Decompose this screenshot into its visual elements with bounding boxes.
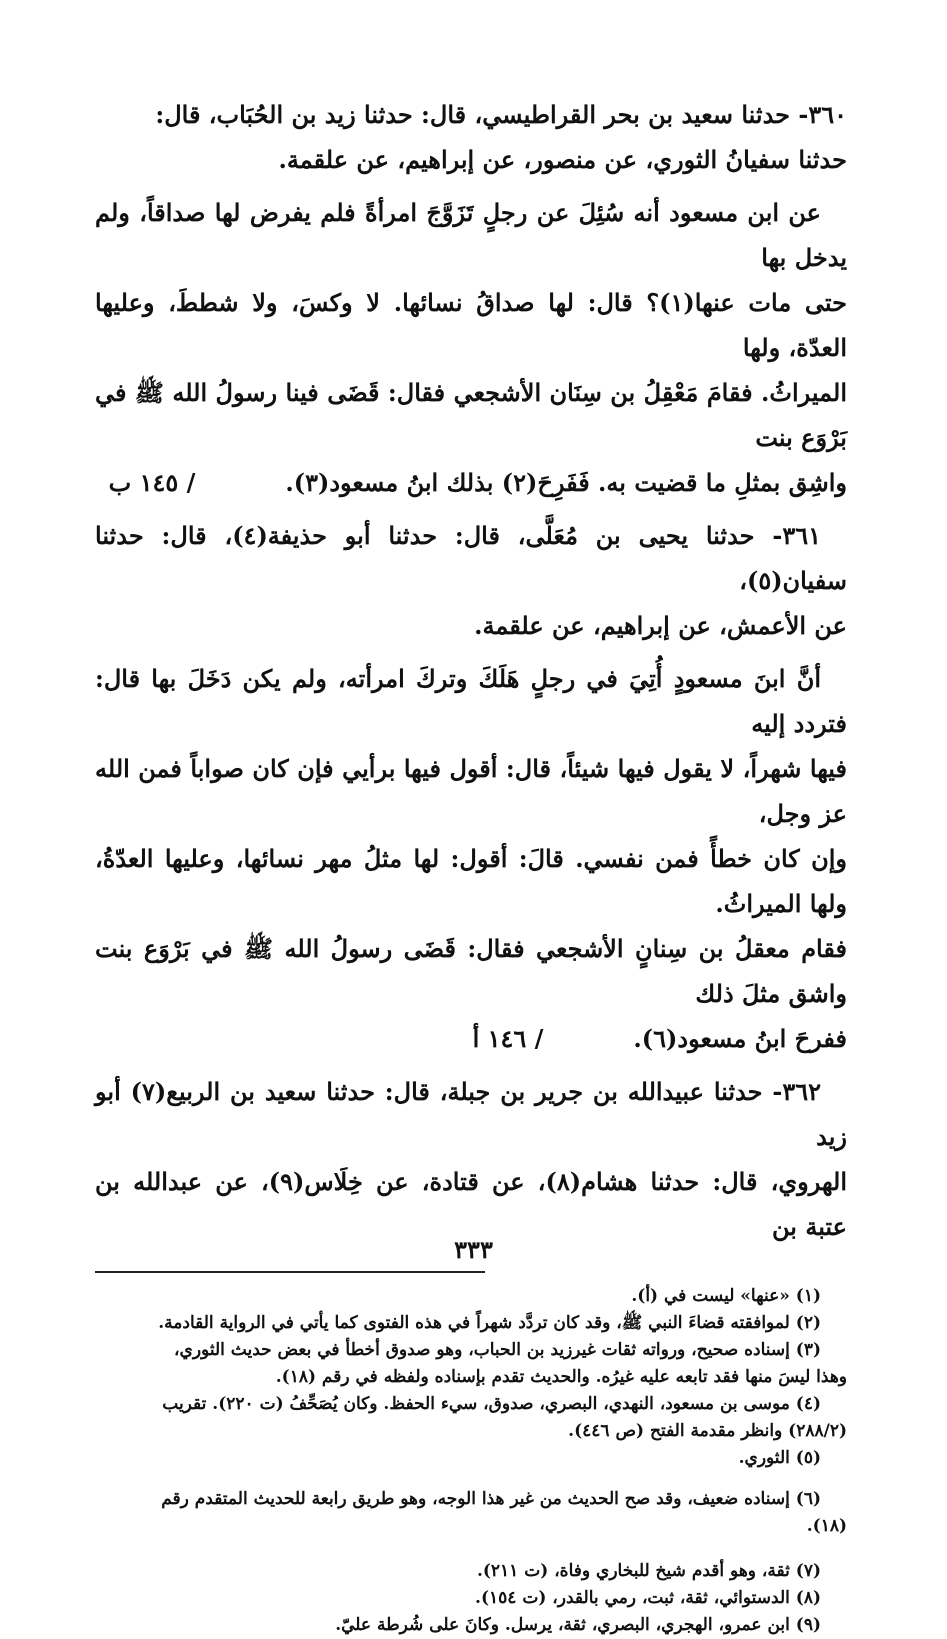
- main-line: واشِق بمثلِ ما قضيت به. فَفَرِحَ(٢) بذلك ابنُ مسعود(٣)./ ١٤٥ ب: [95, 460, 847, 505]
- footnote: (٧) ثقة، وهو أقدم شيخ للبخاري وفاة، (ت ٢١١).: [476, 1561, 821, 1581]
- main-line: فيها شهراً، لا يقول فيها شيئاً، قال: أقول فيها برأيي فإن كان صواباً فمن الله عز وجل،: [95, 754, 847, 828]
- main-line: ففرحَ ابنُ مسعود(٦)./ ١٤٦ أ: [95, 1016, 847, 1061]
- folio-marker: / ١٤٦ أ: [472, 1024, 544, 1053]
- footnotes: [95, 1283, 847, 1639]
- main-line: حتى مات عنها(١)؟ قال: لها صداقُ نسائها. لا وكسَ، ولا شططَ، وعليها العدّة، ولها: [95, 288, 847, 362]
- footnote: (٢) لموافقته قضاءَ النبي ﷺ، وقد كان تردَّد شهراً في هذه الفتوى كما يأتي في الرواية القادمة.: [158, 1313, 821, 1333]
- document-page: [95, 92, 847, 1639]
- footnote-continuation: وهذا ليسَ منها فقد تابعه عليه غيرُه. والحديث تقدم بإسناده ولفظه في رقم (١٨).: [275, 1367, 847, 1387]
- main-line: الهروي، قال: حدثنا هشام(٨)، عن قتادة، عن خِلَاس(٩)، عن عبدالله بن عتبة بن: [95, 1167, 848, 1241]
- footnote-continuation: (٢٨٨/٢) وانظر مقدمة الفتح (ص ٤٤٦).: [568, 1421, 847, 1441]
- footnote: (٩) ابن عمرو، الهجري، البصري، ثقة، يرسل. وكانَ على شُرطة عليّ.: [335, 1615, 821, 1635]
- main-line: الميراثُ. فقامَ مَعْقِلُ بن سِنَان الأشجعي فقال: قَضَى فينا رسولُ الله ﷺ في بَرْوَع بنت: [95, 378, 847, 452]
- footnote-continuation: (١٨).: [806, 1516, 847, 1536]
- main-line: أنَّ ابنَ مسعودٍ أُتِيَ في رجلٍ هَلَكَ وتركَ امرأته، ولم يكن دَخَلَ بها قال: فتردد إليه: [95, 664, 847, 738]
- main-line: عن ابن مسعود أنه سُئِلَ عن رجلٍ تَزَوَّجَ امرأةً فلم يفرض لها صداقاً، ولم يدخل بها: [95, 198, 847, 272]
- footnote: (٥) الثوري.: [738, 1448, 821, 1468]
- main-line: ٣٦٢- حدثنا عبيدالله بن جرير بن جبلة، قال: حدثنا سعيد بن الربيع(٧) أبو زيد: [95, 1077, 847, 1151]
- main-line: عن الأعمش، عن إبراهيم، عن علقمة.: [474, 611, 847, 640]
- main-line: ٣٦٠- حدثنا سعيد بن بحر القراطيسي، قال: حدثنا زيد بن الحُبَاب، قال:: [155, 100, 847, 129]
- footnote: (٨) الدستوائي، ثقة، ثبت، رمي بالقدر، (ت ١٥٤).: [475, 1588, 821, 1608]
- main-line: فقام معقلُ بن سِنانٍ الأشجعي فقال: قَضَى رسولُ الله ﷺ في بَرْوَع بنت واشق مثلَ ذلك: [95, 934, 847, 1008]
- main-line: حدثنا سفيانُ الثوري، عن منصور، عن إبراهيم، عن علقمة.: [278, 145, 847, 174]
- footnote: (٣) إسناده صحيح، ورواته ثقات غيرزيد بن الحباب، وهو صدوق أخطأ في بعض حديث الثوري،: [174, 1340, 821, 1360]
- main-line: ٣٦١- حدثنا يحيى بن مُعَلَّى، قال: حدثنا أبو حذيفة(٤)، قال: حدثنا سفيان(٥)،: [95, 521, 847, 595]
- main-line: وإن كان خطأً فمن نفسي. قالَ: أقول: لها مثلُ مهر نسائها، وعليها العدّةُ، ولها الميراثُ.: [95, 844, 847, 918]
- footnote-divider: [95, 1271, 485, 1273]
- footnote: (١) «عنها» ليست في (أ).: [631, 1286, 821, 1306]
- page-number: ٣٣٣: [454, 1235, 493, 1264]
- footnote: (٦) إسناده ضعيف، وقد صح الحديث من غير هذا الوجه، وهو طريق رابعة للحديث المتقدم رقم: [161, 1489, 821, 1509]
- main-text: [95, 92, 847, 1249]
- footnote: (٤) موسى بن مسعود، النهدي، البصري، صدوق، سيء الحفظ. وكان يُصَحِّفُ (ت ٢٢٠). تقريب: [162, 1394, 821, 1414]
- folio-marker: / ١٤٥ ب: [108, 468, 196, 497]
